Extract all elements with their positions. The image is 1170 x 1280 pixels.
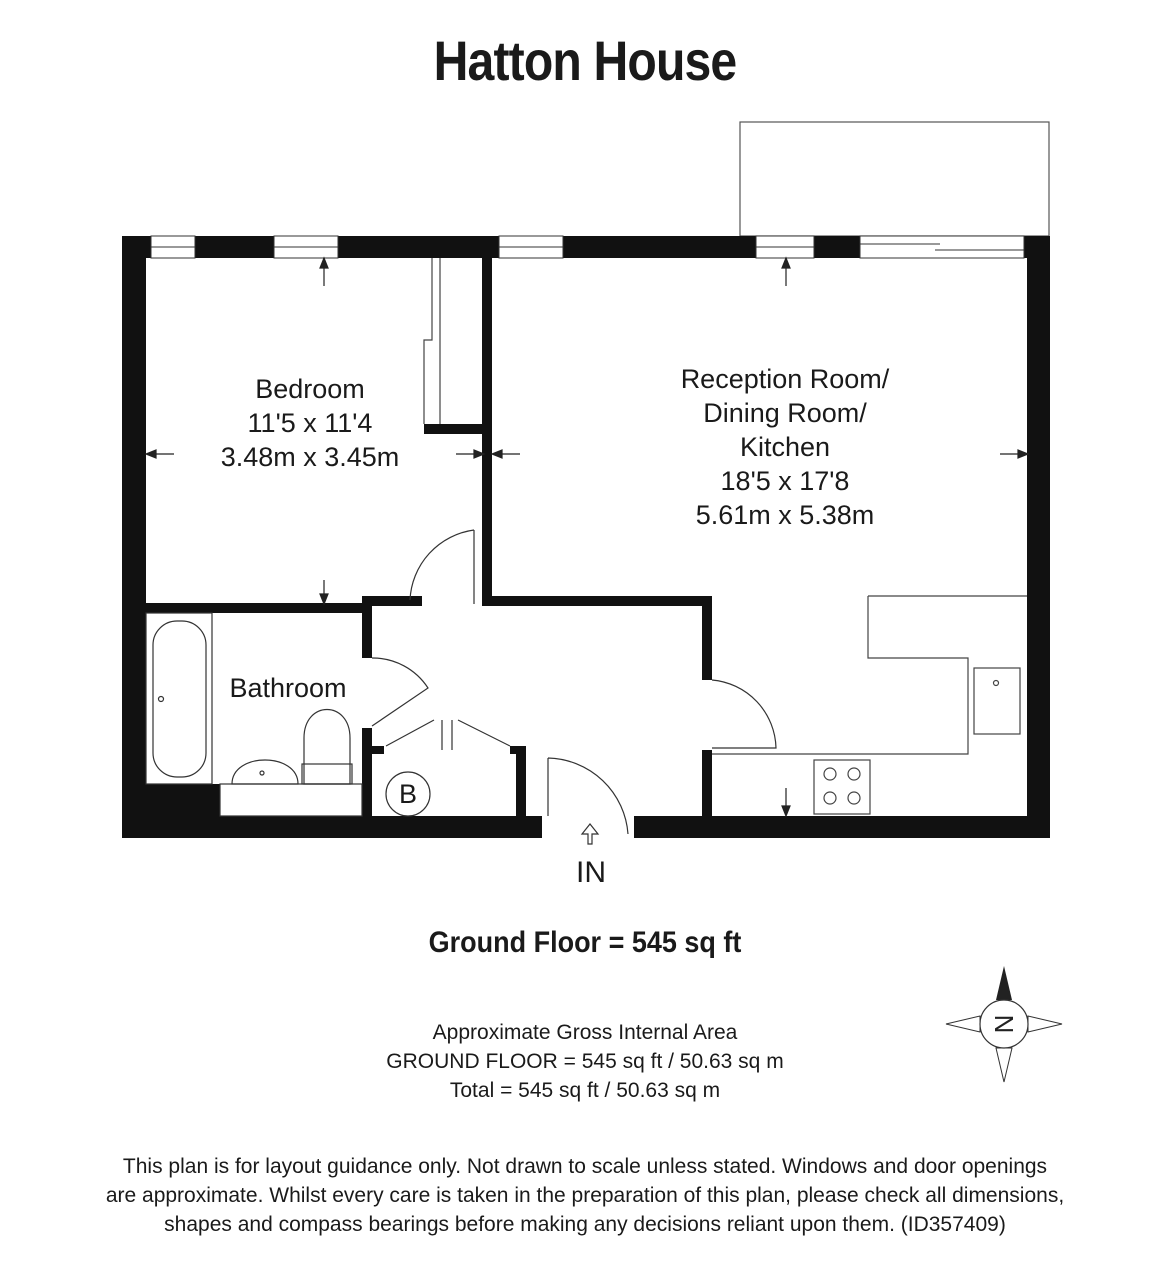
- gross-internal-area: [0, 1018, 1170, 1105]
- compass-letter: N: [989, 1014, 1019, 1034]
- disclaimer-line-1: This plan is for layout guidance only. Not drawn to scale unless stated. Windows and door openings: [122, 1155, 1048, 1178]
- interior-walls: [146, 258, 712, 816]
- area-ground-floor: GROUND FLOOR = 545 sq ft / 50.63 sq m: [386, 1050, 784, 1073]
- boiler-label: B: [398, 779, 418, 809]
- bathroom-name: Bathroom: [229, 673, 347, 703]
- wardrobe: [424, 258, 440, 424]
- disclaimer-line-3: shapes and compass bearings before making any decisions reliant upon them. (ID357409): [164, 1213, 1006, 1236]
- balcony-outline: [740, 122, 1049, 236]
- bedroom-label: [221, 374, 400, 472]
- outer-walls: [122, 236, 1050, 838]
- bath: [146, 613, 212, 784]
- disclaimer: [60, 1152, 1110, 1239]
- reception-name-1: Reception Room/: [680, 364, 890, 394]
- bedroom-imperial: 11'5 x 11'4: [247, 408, 373, 438]
- doors: [372, 530, 776, 834]
- bathroom-fixtures: [220, 710, 362, 817]
- dimension-arrows: [146, 258, 1028, 816]
- reception-imperial: 18'5 x 17'8: [720, 466, 850, 496]
- reception-metric: 5.61m x 5.38m: [695, 500, 875, 530]
- bedroom-name: Bedroom: [255, 374, 365, 404]
- floor-total: Ground Floor = 545 sq ft: [428, 926, 742, 959]
- area-heading: Approximate Gross Internal Area: [432, 1021, 738, 1044]
- plan-title: Hatton House: [433, 29, 737, 92]
- reception-name-3: Kitchen: [739, 432, 831, 462]
- entrance-label: IN: [576, 856, 606, 889]
- entrance-arrow: [582, 824, 598, 844]
- area-total: Total = 545 sq ft / 50.63 sq m: [449, 1079, 721, 1102]
- reception-label: [681, 364, 890, 530]
- bedroom-metric: 3.48m x 3.45m: [220, 442, 400, 472]
- disclaimer-line-2: are approximate. Whilst every care is taken in the preparation of this plan, please check all dimensions,: [105, 1184, 1065, 1207]
- reception-name-2: Dining Room/: [703, 398, 867, 428]
